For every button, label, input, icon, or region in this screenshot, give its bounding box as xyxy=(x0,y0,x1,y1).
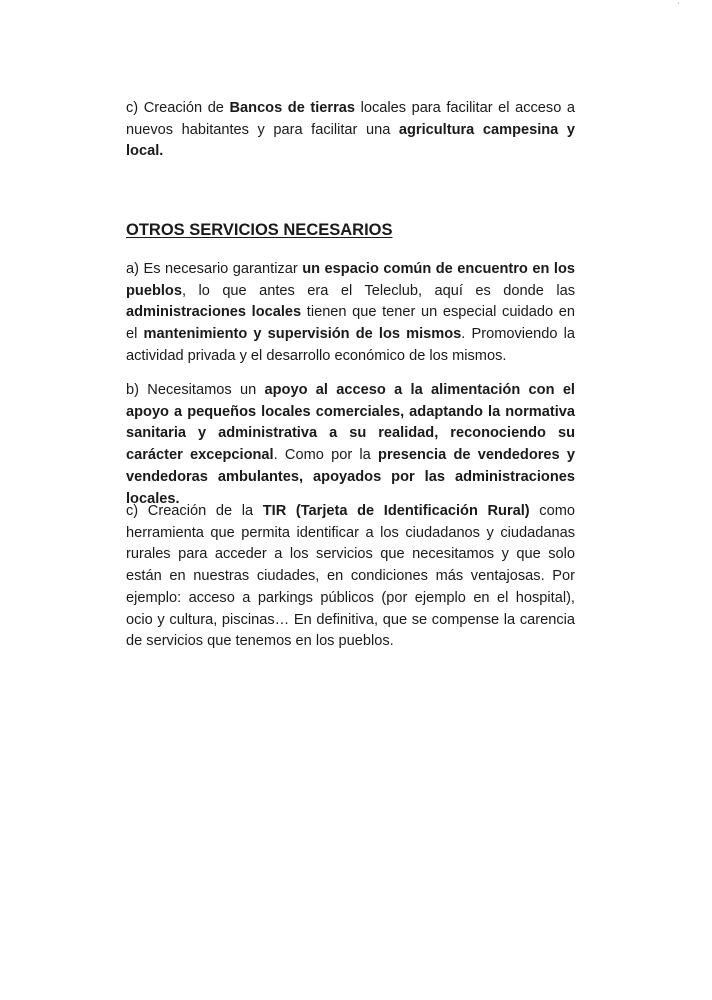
text-run: . Como por la xyxy=(273,447,379,464)
text-run: . Promoviendo la actividad privada y el desarrollo económico de los mismos. xyxy=(126,326,575,364)
text-run: , lo que antes era el Teleclub, aquí es donde las xyxy=(181,282,575,299)
text-run: tienen que tener un especial cuidado en el xyxy=(126,304,575,343)
bold-text-run: administraciones locales xyxy=(126,304,302,321)
bold-text-run: TIR (Tarjeta de Identificación Rural) xyxy=(262,503,530,519)
text-run: c) Creación de xyxy=(126,100,230,116)
scan-speck xyxy=(678,2,679,4)
text-run: a) Es necesario garantizar xyxy=(126,261,303,277)
section-heading: OTROS SERVICIOS NECESARIOS xyxy=(126,221,393,239)
text-run: locales para facilitar el acceso a nuevos habitantes y para facilitar una xyxy=(126,100,575,138)
bold-text-run: presencia de vendedores y vendedoras ambulantes, apoyados por las administraciones locales. xyxy=(126,447,576,507)
text-run: b) Necesitamos un xyxy=(126,382,265,398)
paragraph-espacio-comun xyxy=(126,259,575,368)
bold-text-run: un espacio común de encuentro en los pueblos xyxy=(126,261,575,299)
paragraph-tarjeta-tir xyxy=(126,501,575,653)
text-run: como herramienta que permita identificar a los ciudadanos y ciudadanas rurales para acceder a los servicios que necesitamos y que solo están en nuestras ciudades, en condiciones más ventajosas. Por ejemplo: acceso a parkings públicos (por ejemplo en el hospital), ocio y cultura, piscinas… En definitiva, que se compense la carencia de servicios que tenemos en los pueblos. xyxy=(126,503,575,650)
bold-text-run: Bancos de tierras xyxy=(229,100,356,116)
bold-text-run: apoyo al acceso a la alimentación con el apoyo a pequeños locales comerciales, adaptando la normativa sanitaria y administrativa a su realidad, reconociendo su carácter excepcional xyxy=(126,382,575,464)
bold-text-run: mantenimiento y supervisión de los mismos xyxy=(143,326,462,343)
paragraph-bancos-de-tierras xyxy=(126,98,575,163)
text-run: c) Creación de la xyxy=(126,503,263,519)
bold-text-run: agricultura campesina y local. xyxy=(126,121,575,160)
paragraph-apoyo-alimentacion xyxy=(126,380,575,510)
